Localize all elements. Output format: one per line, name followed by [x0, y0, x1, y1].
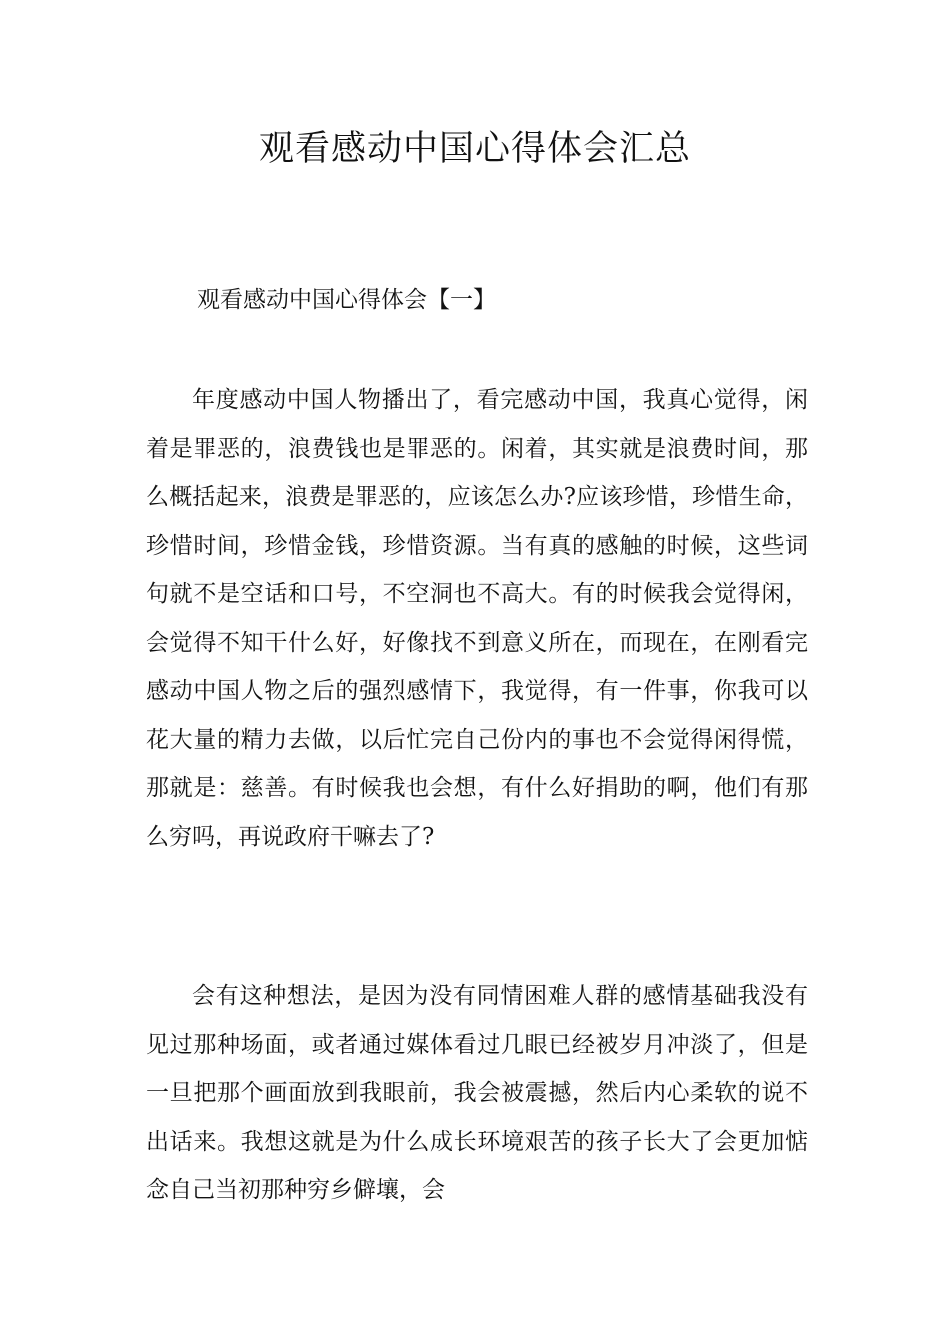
- body-paragraph: 年度感动中国人物播出了，看完感动中国，我真心觉得，闲着是罪恶的，浪费钱也是罪恶的。闲着，其实就是浪费时间，那么概括起来，浪费是罪恶的，应该怎么办?应该珍惜，珍惜生命，珍惜时间，珍惜金钱，珍惜资源。当有真的感触的时候，这些词句就不是空话和口号，不空洞也不高大。有的时候我会觉得闲，会觉得不知干什么好，好像找不到意义所在，而现在，在刚看完感动中国人物之后的强烈感情下，我觉得，有一件事，你我可以花大量的精力去做，以后忙完自己份内的事也不会觉得闲得慌，那就是：慈善。有时候我也会想，有什么好捐助的啊，他们有那么穷吗，再说政府干嘛去了?: [146, 387, 808, 850]
- section-heading: 观看感动中国心得体会【一】: [197, 287, 496, 313]
- document-title: 观看感动中国心得体会汇总: [258, 129, 691, 169]
- body-paragraph: 会有这种想法，是因为没有同情困难人群的感情基础我没有见过那种场面，或者通过媒体看过几眼已经被岁月冲淡了，但是一旦把那个画面放到我眼前，我会被震撼，然后内心柔软的说不出话来。我想这就是为什么成长环境艰苦的孩子长大了会更加惦念自己当初那种穷乡僻壤，会: [146, 983, 808, 1203]
